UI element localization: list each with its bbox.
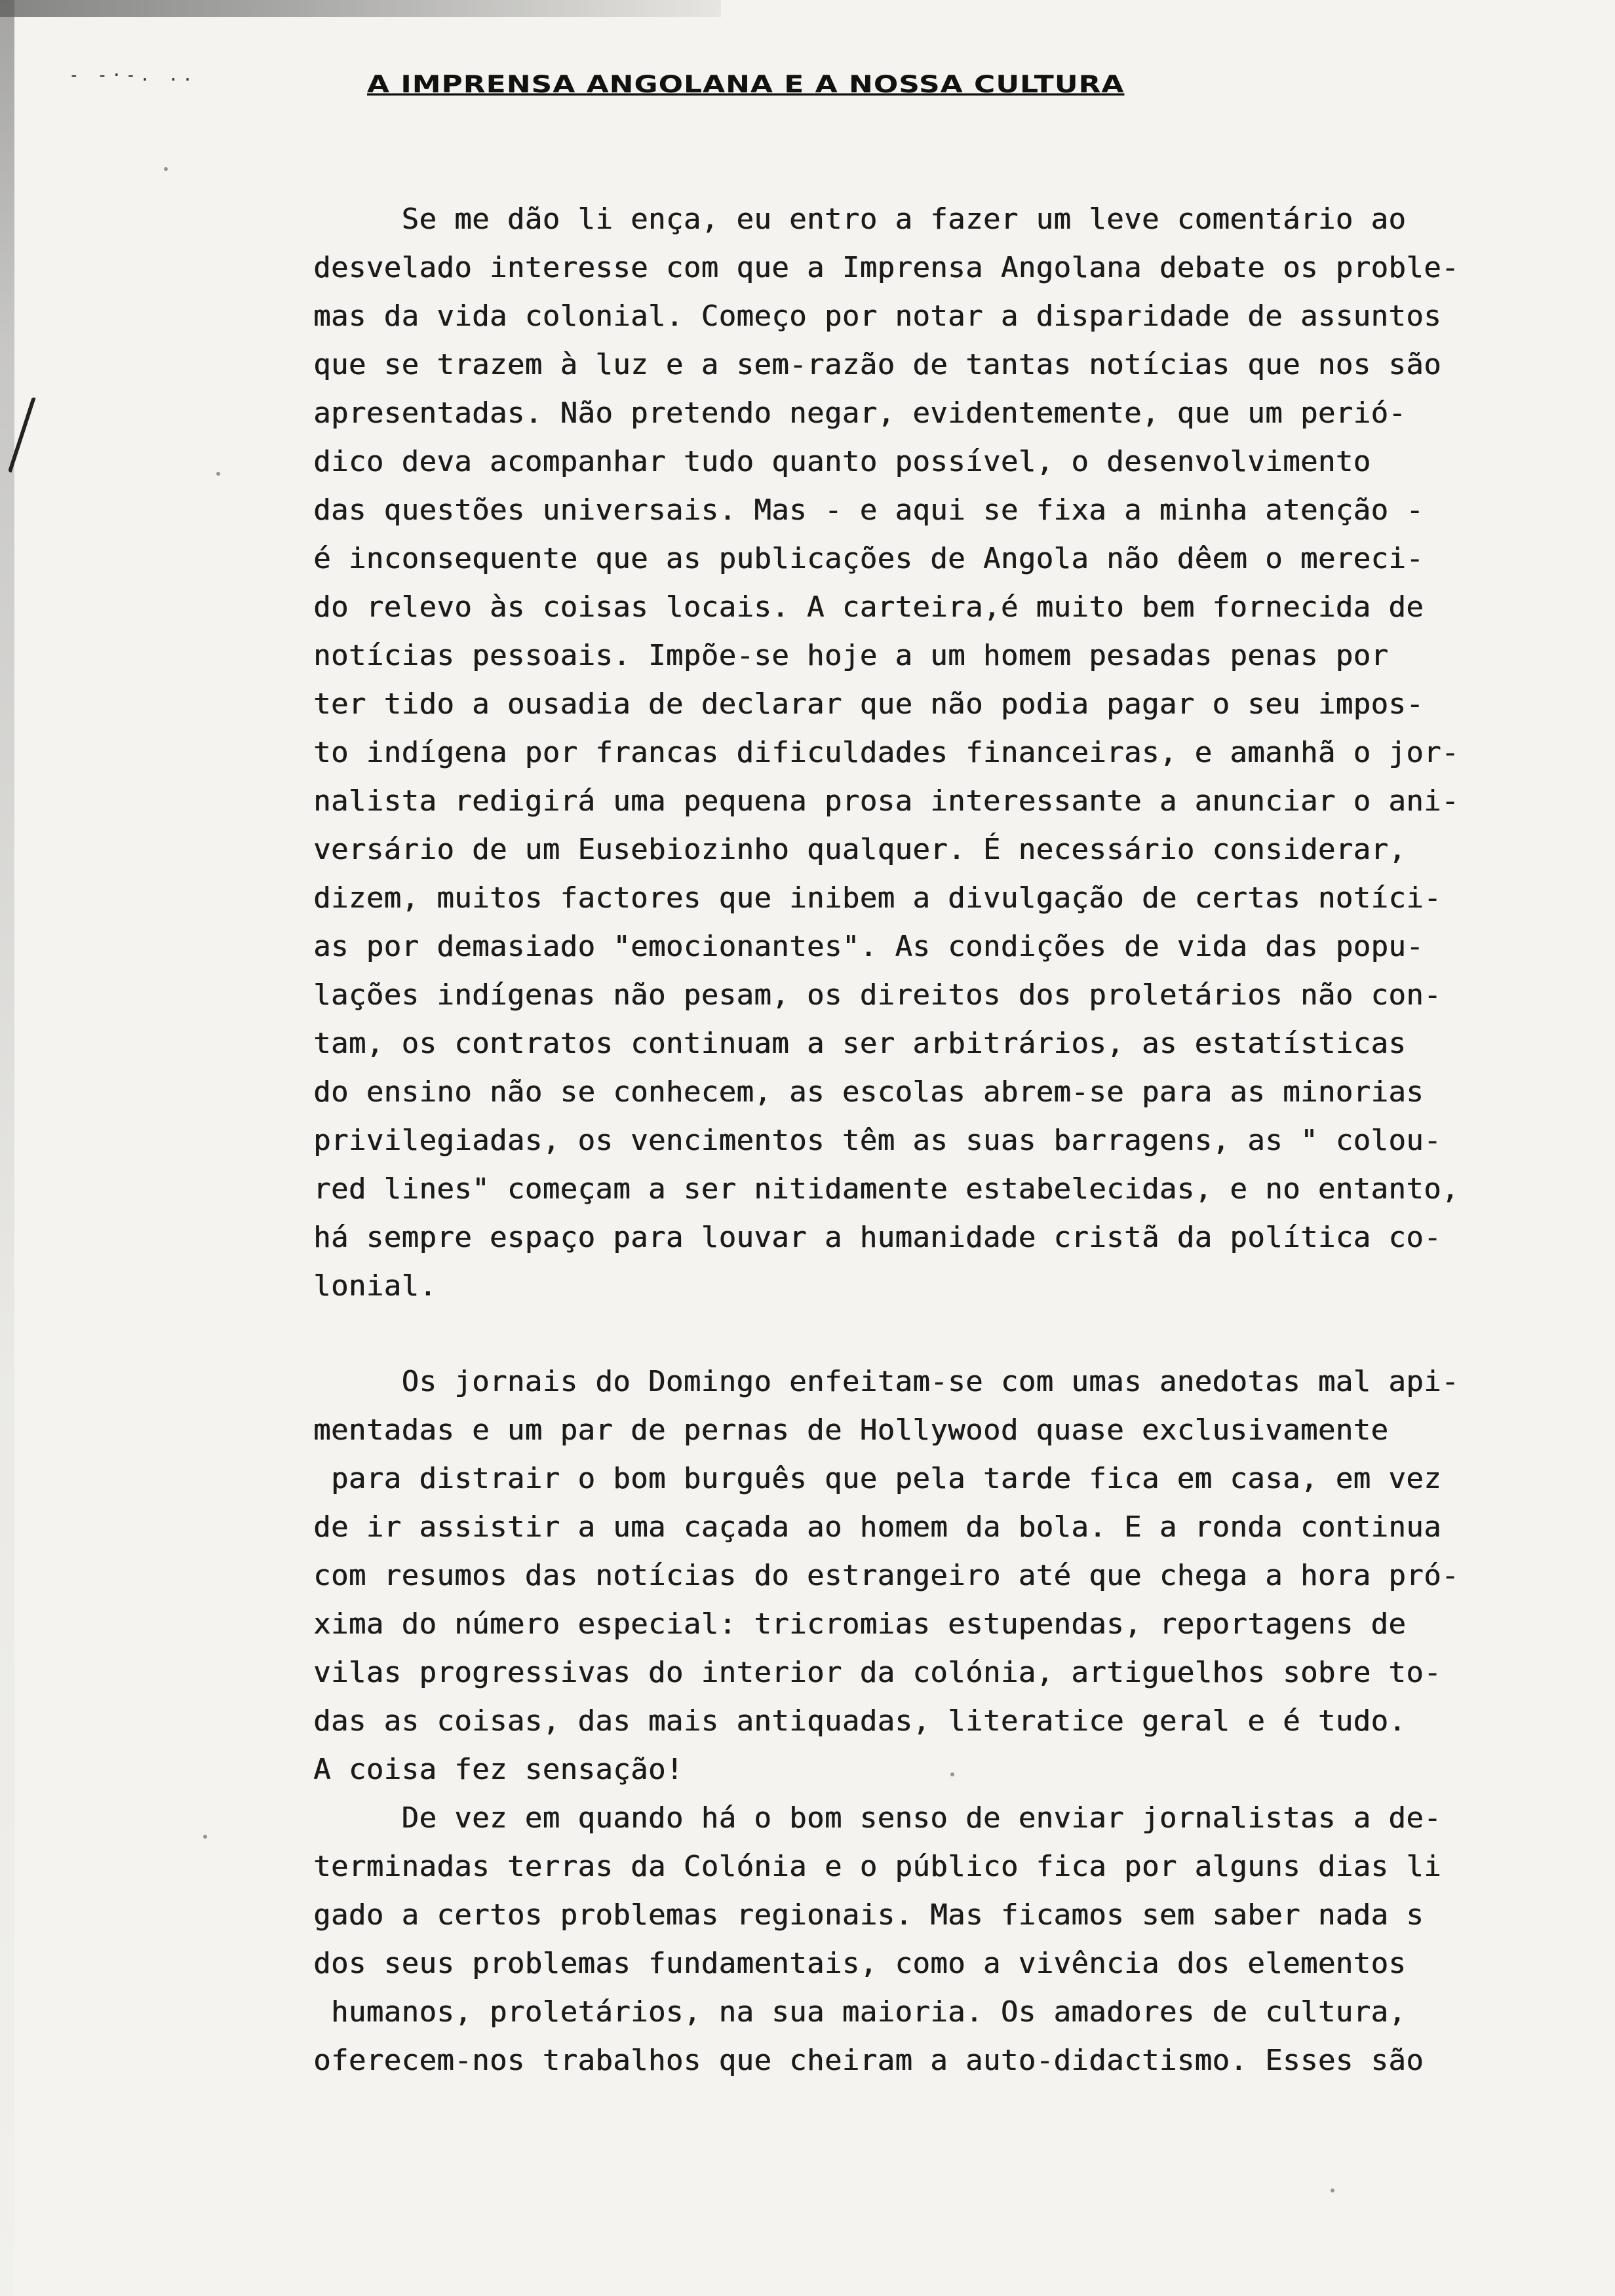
scan-edge-top: [0, 0, 721, 17]
text-line: ter tido a ousadia de declarar que não podia pagar o seu impos-: [313, 687, 1424, 721]
paragraph-3: [313, 1794, 1611, 2085]
text-line: versário de um Eusebiozinho qualquer. É necessário considerar,: [313, 833, 1407, 866]
text-line: dos seus problemas fundamentais, como a vivência dos elementos: [313, 1947, 1407, 1980]
text-line: com resumos das notícias do estrangeiro até que chega a hora pró-: [313, 1559, 1459, 1592]
text-line: humanos, proletários, na sua maioria. Os amadores de cultura,: [313, 1995, 1407, 2029]
text-line: A coisa fez sensação!: [313, 1753, 684, 1786]
ink-speck: [164, 167, 168, 171]
text-line: desvelado interesse com que a Imprensa Angolana debate os proble-: [313, 251, 1459, 284]
text-line: apresentadas. Não pretendo negar, evidentemente, que um perió-: [313, 396, 1407, 430]
ink-speck: [203, 1835, 207, 1839]
text-line: do ensino não se conhecem, as escolas abrem-se para as minorias: [313, 1075, 1424, 1109]
text-line: notícias pessoais. Impõe-se hoje a um homem pesadas penas por: [313, 639, 1389, 672]
text-line: Os jornais do Domingo enfeitam-se com umas anedotas mal api-: [313, 1365, 1459, 1398]
text-line: Se me dão li ença, eu entro a fazer um leve comentário ao: [313, 202, 1407, 236]
text-line: vilas progressivas do interior da colónia, artiguelhos sobre to-: [313, 1656, 1441, 1689]
text-line: mentadas e um par de pernas de Hollywood quase exclusivamente: [313, 1413, 1389, 1447]
text-line: tam, os contratos continuam a ser arbitrários, as estatísticas: [313, 1027, 1407, 1060]
text-line: as por demasiado "emocionantes". As condições de vida das popu-: [313, 930, 1424, 963]
text-line: dico deva acompanhar tudo quanto possível, o desenvolvimento: [313, 445, 1371, 478]
ink-speck: [1331, 2189, 1334, 2192]
scan-edge-left: [0, 0, 14, 2296]
text-line: há sempre espaço para louvar a humanidade cristã da política co-: [313, 1221, 1441, 1254]
ink-speck: [216, 472, 220, 476]
text-line: mas da vida colonial. Começo por notar a disparidade de assuntos: [313, 299, 1441, 333]
text-line: privilegiadas, os vencimentos têm as suas barragens, as " colou-: [313, 1124, 1441, 1157]
text-line: terminadas terras da Colónia e o público fica por alguns dias li: [313, 1850, 1441, 1883]
text-line: de ir assistir a uma caçada ao homem da bola. E a ronda continua: [313, 1510, 1441, 1544]
paragraph-1: [313, 195, 1611, 1311]
text-line: das questões universais. Mas - e aqui se fixa a minha atenção -: [313, 493, 1424, 527]
text-line: red lines" começam a ser nitidamente estabelecidas, e no entanto,: [313, 1172, 1459, 1206]
text-line: dizem, muitos factores que inibem a divulgação de certas notíci-: [313, 881, 1441, 915]
corner-mark: - -·-. ..: [69, 66, 197, 85]
text-line: lações indígenas não pesam, os direitos dos proletários não con-: [313, 978, 1441, 1012]
text-line: to indígena por francas dificuldades financeiras, e amanhã o jor-: [313, 736, 1459, 769]
text-line: De vez em quando há o bom senso de enviar jornalistas a de-: [313, 1801, 1441, 1835]
text-line: xima do número especial: tricromias estupendas, reportagens de: [313, 1607, 1407, 1641]
text-line: para distrair o bom burguês que pela tarde fica em casa, em vez: [313, 1462, 1441, 1495]
text-line: que se trazem à luz e a sem-razão de tantas notícias que nos são: [313, 348, 1441, 381]
text-line: do relevo às coisas locais. A carteira,é muito bem fornecida de: [313, 590, 1424, 624]
text-line: gado a certos problemas regionais. Mas ficamos sem saber nada s: [313, 1898, 1424, 1932]
text-line: é inconsequente que as publicações de Angola não dêem o mereci-: [313, 542, 1424, 575]
document-title: A IMPRENSA ANGOLANA E A NOSSA CULTURA: [367, 71, 1125, 98]
text-line: lonial.: [313, 1269, 437, 1303]
paragraph-2: [313, 1358, 1611, 1794]
text-line: oferecem-nos trabalhos que cheiram a auto-didactismo. Esses são: [313, 2044, 1424, 2077]
text-line: nalista redigirá uma pequena prosa interessante a anunciar o ani-: [313, 784, 1459, 818]
text-line: das as coisas, das mais antiquadas, literatice geral e é tudo.: [313, 1704, 1407, 1738]
